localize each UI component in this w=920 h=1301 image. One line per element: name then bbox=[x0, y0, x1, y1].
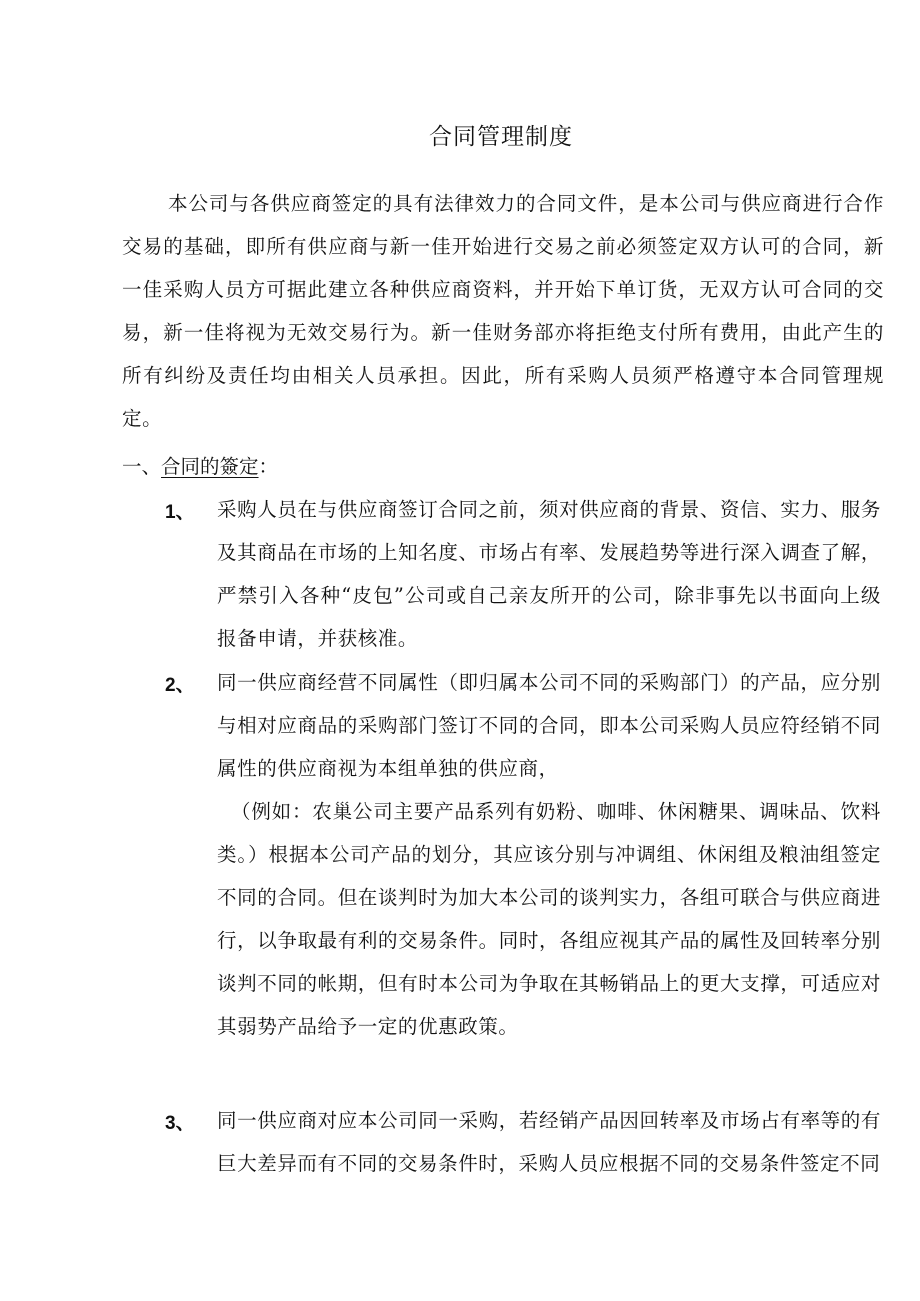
section-title: 合同的簽定 bbox=[161, 455, 259, 478]
item-text-3: 同一供应商对应本公司同一采购，若经销产品因回转率及市场占有率等的有巨大差异而有不同的交易条件时，采购人员应根据不同的交易条件签定不同 bbox=[217, 1109, 881, 1175]
item-number-2: 2、 bbox=[165, 675, 195, 696]
document-title: 合同管理制度 bbox=[429, 124, 573, 150]
item-body-2 bbox=[217, 661, 881, 1048]
item-body-3 bbox=[217, 1099, 881, 1185]
item-number-1: 1、 bbox=[165, 502, 195, 523]
intro-paragraph: 本公司与各供应商签定的具有法律效力的合同文件，是本公司与供应商进行合作交易的基础，即所有供应商与新一佳开始进行交易之前必须签定双方认可的合同，新一佳采购人员方可据此建立各种供应商资料，并开始下单订货，无双方认可合同的交易，新一佳将视为无效交易行为。新一佳财务部亦将拒绝支付所有费用，由此产生的所有纠纷及责任均由相关人员承担。因此，所有采购人员须严格遵守本合同管理规定。 bbox=[122, 192, 884, 430]
section-heading bbox=[122, 450, 278, 484]
item-text-2: 同一供应商经营不同属性（即归属本公司不同的采购部门）的产品，应分别与相对应商品的采购部门签订不同的合同，即本公司采购人员应符经销不同属性的供应商视为本组单独的供应商， bbox=[217, 671, 881, 780]
item-number-3: 3、 bbox=[165, 1113, 195, 1134]
section-colon: ： bbox=[258, 455, 279, 478]
item-example-2: （例如：农巢公司主要产品系列有奶粉、咖啡、休闲糖果、调味品、饮料类。）根据本公司产品的划分，其应该分别与冲调组、休闲组及粮油组签定不同的合同。但在谈判时为加大本公司的谈判实力，各组可联合与供应商进行，以争取最有利的交易条件。同时，各组应视其产品的属性及回转率分别谈判不同的帐期，但有时本公司为争取在其畅销品上的更大支撑，可适应对其弱势产品给予一定的优惠政策。 bbox=[217, 800, 881, 1038]
item-body-1 bbox=[217, 488, 881, 660]
item-text-1: 采购人员在与供应商签订合同之前，须对供应商的背景、资信、实力、服务及其商品在市场的上知名度、市场占有率、发展趋势等进行深入调查了解，严禁引入各种“皮包”公司或自己亲友所开的公司，除非事先以书面向上级报备申请，并获核准。 bbox=[217, 498, 881, 650]
section-number: 一、 bbox=[122, 455, 162, 478]
